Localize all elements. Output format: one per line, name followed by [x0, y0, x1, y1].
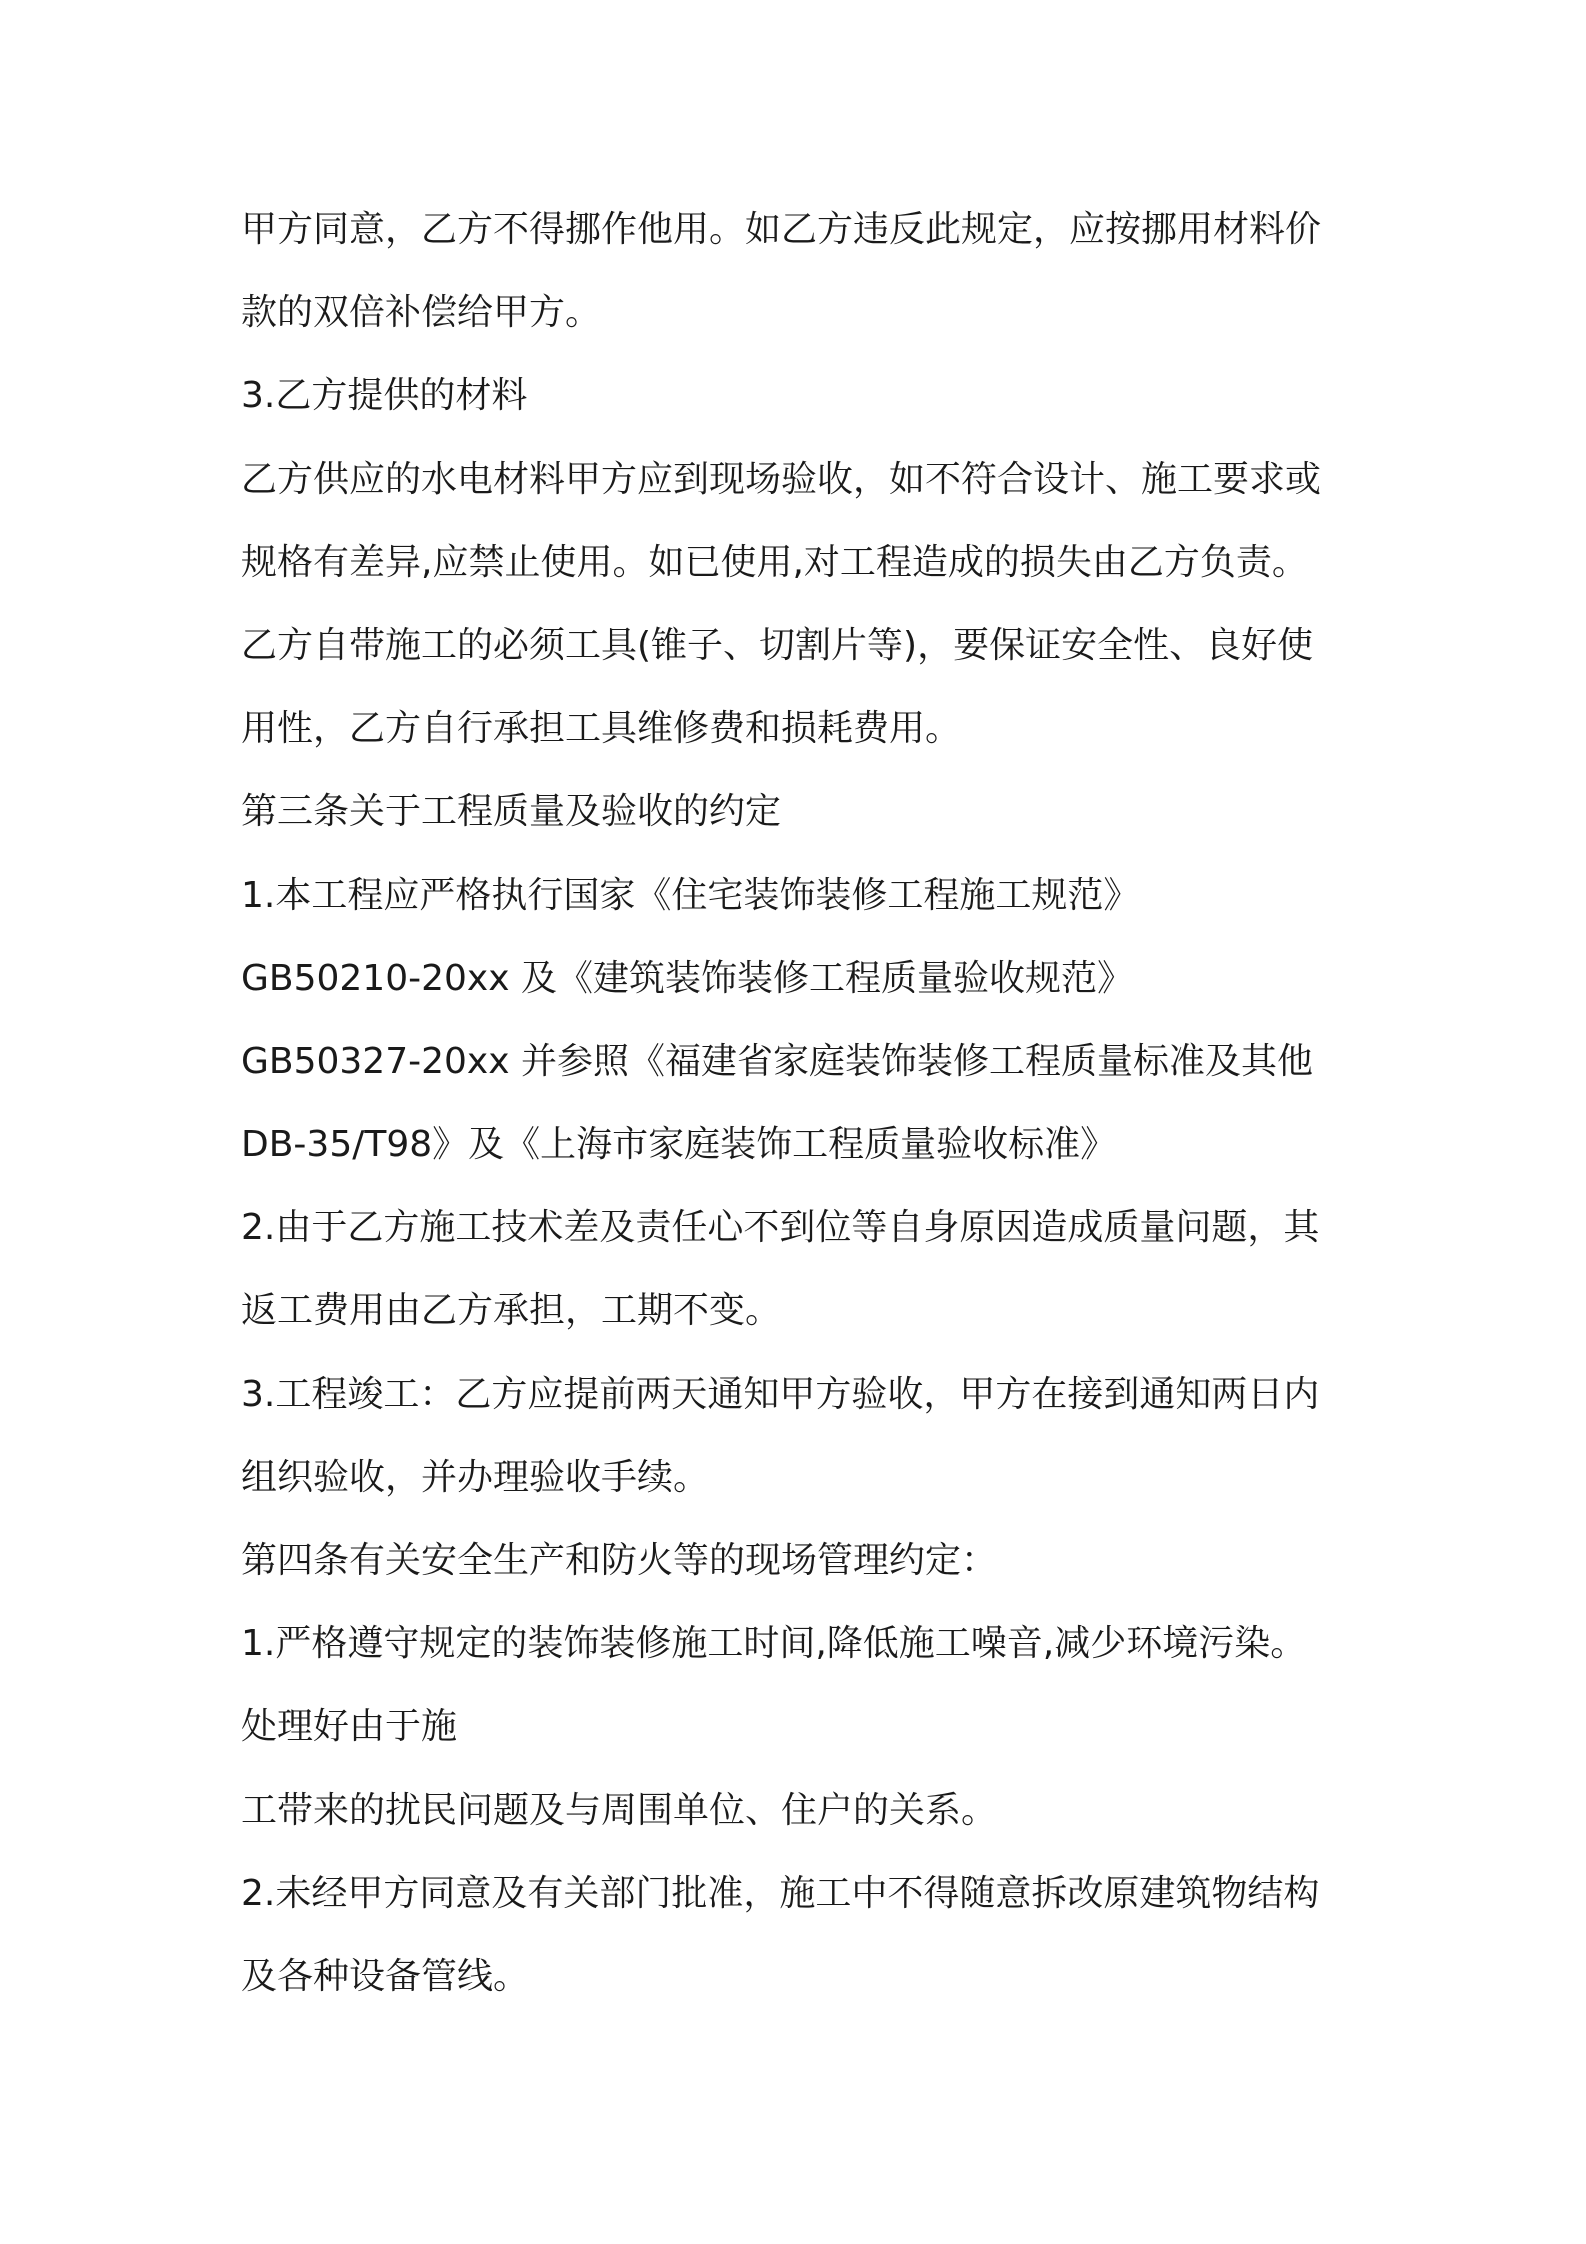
text-line: 返工费用由乙方承担，工期不变。: [241, 1290, 782, 1332]
text-line: 乙方供应的水电材料甲方应到现场验收，如不符合设计、施工要求或: [241, 458, 1322, 500]
text-line: 2.未经甲方同意及有关部门批准，施工中不得随意拆改原建筑物结构: [241, 1872, 1320, 1914]
text-line: 乙方自带施工的必须工具(锥子、切割片等)，要保证安全性、良好使: [241, 624, 1314, 666]
article-heading: 第四条有关安全生产和防火等的现场管理约定：: [241, 1540, 998, 1581]
document-body: [241, 198, 1361, 2028]
section-heading: 3.乙方提供的材料: [241, 375, 528, 417]
text-line: 1.严格遵守规定的装饰装修施工时间,降低施工噪音,减少环境污染。: [241, 1623, 1307, 1665]
text-line: 1.本工程应严格执行国家《住宅装饰装修工程施工规范》: [241, 874, 1140, 916]
text-line: 3.工程竣工：乙方应提前两天通知甲方验收，甲方在接到通知两日内: [241, 1373, 1320, 1415]
article-heading: 第三条关于工程质量及验收的约定: [241, 791, 782, 833]
text-line: 甲方同意，乙方不得挪作他用。如乙方违反此规定，应按挪用材料价: [241, 209, 1322, 250]
text-line: 2.由于乙方施工技术差及责任心不到位等自身原因造成质量问题，其: [241, 1207, 1320, 1249]
text-line: DB-35/T98》及《上海市家庭装饰工程质量验收标准》: [241, 1124, 1117, 1166]
text-line: 及各种设备管线。: [241, 1955, 530, 1997]
text-line: GB50210-20xx 及《建筑装饰装修工程质量验收规范》: [241, 957, 1133, 999]
text-line: 款的双倍补偿给甲方。: [241, 292, 602, 334]
text-line: GB50327-20xx 并参照《福建省家庭装饰装修工程质量标准及其他: [241, 1040, 1313, 1082]
text-line: 处理好由于施: [241, 1706, 458, 1748]
text-line: 用性，乙方自行承担工具维修费和损耗费用。: [241, 708, 962, 750]
text-line: 组织验收，并办理验收手续。: [241, 1456, 710, 1498]
text-line: 工带来的扰民问题及与周围单位、住户的关系。: [241, 1789, 998, 1831]
text-line: 规格有差异,应禁止使用。如已使用,对工程造成的损失由乙方负责。: [241, 541, 1308, 583]
